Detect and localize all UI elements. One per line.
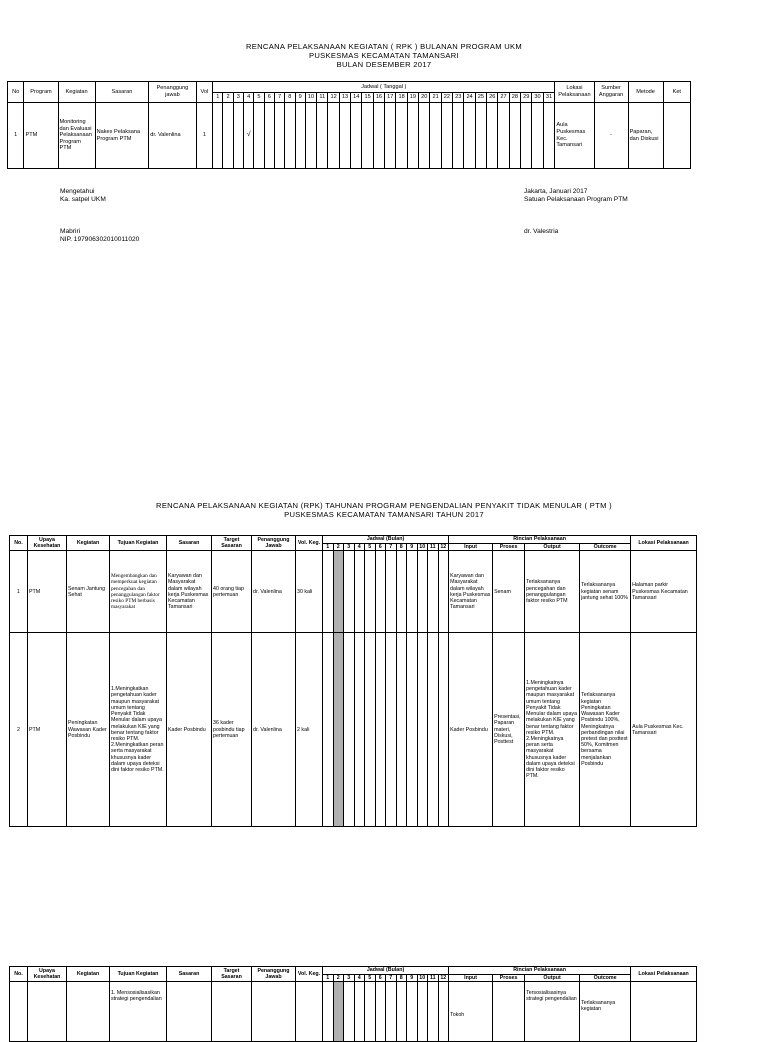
month-header: 9 — [407, 975, 418, 982]
month-header: 9 — [407, 544, 418, 551]
col-vol: Vol. Keg. — [296, 536, 323, 551]
col-no: No — [8, 82, 24, 103]
day-header: 3 — [233, 93, 243, 103]
month-cell — [407, 551, 418, 633]
row-upaya: PTM — [28, 633, 67, 827]
day-header: 27 — [498, 93, 509, 103]
month-header: 2 — [333, 544, 344, 551]
day-header: 19 — [407, 93, 418, 103]
row-lokasi: Aula Puskesmas Kec. Tamansari — [555, 103, 594, 169]
month-cell — [375, 551, 386, 633]
row-no: 1 — [10, 551, 28, 633]
day-header: 29 — [521, 93, 532, 103]
col-metode: Metode — [628, 82, 663, 103]
day-cell — [419, 103, 430, 169]
day-cell — [362, 103, 373, 169]
month-cell — [417, 551, 428, 633]
month-cell — [407, 982, 418, 1042]
day-header: 6 — [264, 93, 274, 103]
row-lokasi: Halaman parkir Puskesmas Kecamatan Tamansari — [631, 551, 697, 633]
day-cell — [498, 103, 509, 169]
month-cell — [365, 551, 376, 633]
col-no: No. — [10, 967, 28, 982]
page2-title-line: PUSKESMAS KECAMATAN TAMANSARI TAHUN 2017 — [284, 510, 484, 519]
row-vol: 30 kali — [296, 551, 323, 633]
row-lokasi: Aula Puskesmas Kec. Tamansari — [631, 633, 697, 827]
table-row — [10, 551, 697, 633]
month-header: 7 — [386, 544, 397, 551]
month-cell — [428, 551, 439, 633]
day-header: 21 — [430, 93, 441, 103]
check-mark: √ — [246, 131, 251, 139]
day-header: 30 — [532, 93, 543, 103]
col-vol: Vol — [196, 82, 212, 103]
col-target: Target Sasaran — [212, 967, 252, 982]
month-cell — [375, 982, 386, 1042]
day-cell — [254, 103, 264, 169]
col-target: Target Sasaran — [212, 536, 252, 551]
month-header: 3 — [344, 975, 355, 982]
table-row — [10, 633, 697, 827]
col-penanggung: Penanggung Jawab — [252, 536, 296, 551]
month-cell — [396, 982, 407, 1042]
month-header: 4 — [354, 975, 365, 982]
row-penanggung: dr. Valenlina — [149, 103, 196, 169]
col-vol: Vol. Keg. — [296, 967, 323, 982]
col-sasaran: Sasaran — [95, 82, 149, 103]
col-kegiatan: Kegiatan — [67, 967, 110, 982]
month-header: 1 — [323, 975, 334, 982]
month-header: 10 — [417, 544, 428, 551]
day-header: 15 — [362, 93, 373, 103]
month-cell — [386, 551, 397, 633]
col-sumber: Sumber Anggaran — [594, 82, 628, 103]
signature-right: Jakarta, Januari 2017 Satuan Pelaksanaan Program PTM dr. Valestria — [524, 188, 628, 235]
month-cell — [333, 633, 344, 827]
page2-title — [0, 501, 768, 519]
col-kegiatan: Kegiatan — [67, 536, 110, 551]
month-cell — [438, 633, 449, 827]
col-proses: Proses — [493, 544, 525, 551]
day-header: 11 — [317, 93, 328, 103]
col-tujuan: Tujuan Kegiatan — [110, 967, 167, 982]
row-penanggung: dr. Valenlina — [252, 551, 296, 633]
month-cell — [344, 551, 355, 633]
row-tujuan: 1.Meningkatkan pengetahuan kader maupun masyarakat umum tentang Penyakit Tidak Menular dalam upaya melakukan KIE yang benar tentang faktor resiko PTM. 2.Meningkatkan peran serta masyarakat khususnya kader dalam upaya deteksi dini faktor resiko PTM. — [110, 633, 167, 827]
row-tujuan: 1. Mensosialisasikan strategi pengendalian — [110, 982, 167, 1042]
col-penanggung: Penanggung jawab — [149, 82, 196, 103]
day-header: 17 — [385, 93, 396, 103]
day-cell — [453, 103, 464, 169]
col-lokasi: Lokasi Pelaksanaan — [631, 536, 697, 551]
col-tujuan: Tujuan Kegiatan — [110, 536, 167, 551]
table-row — [8, 103, 691, 169]
month-cell — [344, 982, 355, 1042]
month-cell — [396, 551, 407, 633]
row-input: Karyawan dan Masyarakat dalam wilayah kerja Puskesmas Kecamatan Tamansari — [449, 551, 493, 633]
month-cell — [386, 633, 397, 827]
day-header: 13 — [339, 93, 350, 103]
day-header: 23 — [453, 93, 464, 103]
day-cell — [285, 103, 295, 169]
row-penanggung: dr. Valenlina — [252, 633, 296, 827]
month-header: 2 — [333, 975, 344, 982]
day-cell — [295, 103, 305, 169]
col-ket: Ket — [663, 82, 690, 103]
month-cell — [438, 982, 449, 1042]
col-program: Program — [24, 82, 58, 103]
month-header: 7 — [386, 975, 397, 982]
month-cell — [323, 982, 334, 1042]
row-proses: Presentasi, Paparan materi, Diskusi, Posttest — [493, 633, 525, 827]
day-header: 9 — [295, 93, 305, 103]
month-cell — [428, 633, 439, 827]
col-rincian: Rincian Pelaksanaan — [449, 967, 631, 975]
month-header: 5 — [365, 975, 376, 982]
col-upaya: Upaya Kesehatan — [28, 967, 67, 982]
row-outcome: Terlaksananya kegiatan senam jantung sehat 100% — [580, 551, 631, 633]
col-jadwal: Jadwal (Bulan) — [323, 967, 449, 975]
row-program: PTM — [24, 103, 58, 169]
month-header: 8 — [396, 544, 407, 551]
day-cell — [274, 103, 284, 169]
month-header: 12 — [438, 544, 449, 551]
col-outcome: Outcome — [580, 975, 631, 982]
annual-plan-table — [9, 535, 697, 827]
page2-title-line: RENCANA PELAKSANAAN KEGIATAN (RPK) TAHUNAN PROGRAM PENGENDALIAN PENYAKIT TIDAK MENULAR ( PTM ) — [156, 501, 612, 510]
month-cell — [365, 982, 376, 1042]
month-cell — [323, 551, 334, 633]
day-header: 24 — [464, 93, 475, 103]
day-cell — [430, 103, 441, 169]
col-sasaran: Sasaran — [167, 536, 212, 551]
month-header: 1 — [323, 544, 334, 551]
day-cell — [509, 103, 520, 169]
day-cell — [373, 103, 384, 169]
month-header: 4 — [354, 544, 365, 551]
col-sasaran: Sasaran — [167, 967, 212, 982]
col-kegiatan: Kegiatan — [58, 82, 95, 103]
col-lokasi: Lokasi Pelaksanaan — [555, 82, 594, 103]
day-cell — [385, 103, 396, 169]
col-input: Input — [449, 544, 493, 551]
page1-title-line: PUSKESMAS KECAMATAN TAMANSARI — [309, 51, 459, 60]
day-cell — [244, 103, 254, 169]
day-header: 31 — [543, 93, 555, 103]
col-outcome: Outcome — [580, 544, 631, 551]
col-proses: Proses — [493, 975, 525, 982]
day-cell — [521, 103, 532, 169]
row-output: Tersosialisasinya strategi pengendalian — [525, 982, 580, 1042]
day-cell — [407, 103, 418, 169]
month-header: 11 — [428, 544, 439, 551]
month-cell — [396, 633, 407, 827]
row-target: 36 kader posbindu tiap pertemuan — [212, 633, 252, 827]
row-output: 1.Meningkatnya pengetahuan kader maupun masyarakat umum tentang Penyakit Tidak Menular dalam upaya melakukan KIE yang benar tentang faktor resiko PTM. 2.Meningkatnya peran serta masyarakat khususnya kader dalam upaya deteksi dini faktor resiko PTM. — [525, 633, 580, 827]
day-cell — [441, 103, 452, 169]
month-header: 12 — [438, 975, 449, 982]
row-proses: Senam — [493, 551, 525, 633]
month-cell — [323, 633, 334, 827]
col-upaya: Upaya Kesehatan — [28, 536, 67, 551]
day-cell — [328, 103, 339, 169]
day-header: 1 — [213, 93, 223, 103]
day-header: 8 — [285, 93, 295, 103]
row-vol: 2 kali — [296, 633, 323, 827]
row-sasaran: Karyawan dan Masyarakat dalam wilayah kerja Puskesmas Kecamatan Tamansari — [167, 551, 212, 633]
row-lokasi — [631, 982, 697, 1042]
row-no: 2 — [10, 633, 28, 827]
month-cell — [354, 633, 365, 827]
month-cell — [333, 551, 344, 633]
monthly-plan-table — [7, 81, 691, 169]
month-header: 6 — [375, 544, 386, 551]
day-cell — [233, 103, 243, 169]
day-cell — [213, 103, 223, 169]
annual-plan-table-continued — [9, 966, 697, 1042]
day-cell — [487, 103, 498, 169]
day-cell — [223, 103, 233, 169]
row-kegiatan: Senam Jantung Sehat — [67, 551, 110, 633]
day-header: 12 — [328, 93, 339, 103]
month-cell — [354, 551, 365, 633]
day-cell — [351, 103, 362, 169]
day-cell — [396, 103, 407, 169]
day-header: 20 — [419, 93, 430, 103]
page1-title — [0, 42, 768, 69]
page1-title-line: BULAN DESEMBER 2017 — [336, 60, 432, 69]
day-cell — [339, 103, 350, 169]
month-header: 6 — [375, 975, 386, 982]
month-cell — [417, 633, 428, 827]
row-sasaran: Kader Posbindu — [167, 633, 212, 827]
col-penanggung: Penanggung Jawab — [252, 967, 296, 982]
row-outcome: Terlaksananya kegiatan Peningkatan Wawasan Kader Posbindu 100%, Meningkatnya perbandingan nilai pretest dan posttest 50%, Komitmen bersama menjalankan Posbindu — [580, 633, 631, 827]
month-cell — [417, 982, 428, 1042]
row-metode: Paparan, dan Diskusi — [628, 103, 663, 169]
table-row — [10, 982, 697, 1042]
day-header: 16 — [373, 93, 384, 103]
month-cell — [365, 633, 376, 827]
row-outcome: Terlaksananya kegiatan — [580, 982, 631, 1042]
day-header: 26 — [487, 93, 498, 103]
month-cell — [428, 982, 439, 1042]
month-cell — [344, 633, 355, 827]
day-header: 4 — [244, 93, 254, 103]
day-header: 10 — [305, 93, 316, 103]
day-cell — [475, 103, 486, 169]
day-cell — [532, 103, 543, 169]
col-output: Output — [525, 544, 580, 551]
row-input: Kader Posbindu — [449, 633, 493, 827]
day-header: 7 — [274, 93, 284, 103]
row-vol: 1 — [196, 103, 212, 169]
day-header: 25 — [475, 93, 486, 103]
row-tujuan: Mengembangkan dan memperkuat kegiatan pencegahan dan penanggulangan faktor resiko PTM berbasis masyarakat — [110, 551, 167, 633]
col-output: Output — [525, 975, 580, 982]
col-input: Input — [449, 975, 493, 982]
day-cell — [317, 103, 328, 169]
day-cell — [543, 103, 555, 169]
row-upaya: PTM — [28, 551, 67, 633]
col-jadwal: Jadwal ( Tanggal ) — [213, 82, 555, 93]
day-header: 5 — [254, 93, 264, 103]
day-cell — [264, 103, 274, 169]
row-proses — [493, 982, 525, 1042]
row-input: Tokoh — [449, 982, 493, 1042]
month-header: 10 — [417, 975, 428, 982]
day-cell — [305, 103, 316, 169]
day-header: 18 — [396, 93, 407, 103]
month-header: 3 — [344, 544, 355, 551]
row-target: 40 orang tiap pertemuan — [212, 551, 252, 633]
day-header: 14 — [351, 93, 362, 103]
row-kegiatan: Monitoring dan Evaluasi Pelaksanaan Program PTM — [58, 103, 95, 169]
day-header: 22 — [441, 93, 452, 103]
month-header: 5 — [365, 544, 376, 551]
row-no: 1 — [8, 103, 24, 169]
day-cell — [464, 103, 475, 169]
col-rincian: Rincian Pelaksanaan — [449, 536, 631, 544]
page1-title-line: RENCANA PELAKSANAAN KEGIATAN ( RPK ) BULANAN PROGRAM UKM — [245, 42, 523, 51]
month-cell — [386, 982, 397, 1042]
row-output: Terlaksananya pencegahan dan penanggulangan faktor resiko PTM — [525, 551, 580, 633]
row-sasaran: Nakes Pelaksana Program PTM — [95, 103, 149, 169]
month-cell — [438, 551, 449, 633]
month-cell — [375, 633, 386, 827]
col-no: No. — [10, 536, 28, 551]
col-jadwal: Jadwal (Bulan) — [323, 536, 449, 544]
day-header: 2 — [223, 93, 233, 103]
month-header: 8 — [396, 975, 407, 982]
signature-left: Mengetahui Ka. satpel UKM Mabriri NIP. 197906302010011020 — [60, 188, 140, 243]
day-header: 28 — [509, 93, 520, 103]
month-cell — [333, 982, 344, 1042]
row-kegiatan: Peningkatan Wawasan Kader Posbindu — [67, 633, 110, 827]
month-header: 11 — [428, 975, 439, 982]
row-ket — [663, 103, 690, 169]
month-cell — [354, 982, 365, 1042]
month-cell — [407, 633, 418, 827]
row-sumber: - — [594, 103, 628, 169]
col-lokasi: Lokasi Pelaksanaan — [631, 967, 697, 982]
